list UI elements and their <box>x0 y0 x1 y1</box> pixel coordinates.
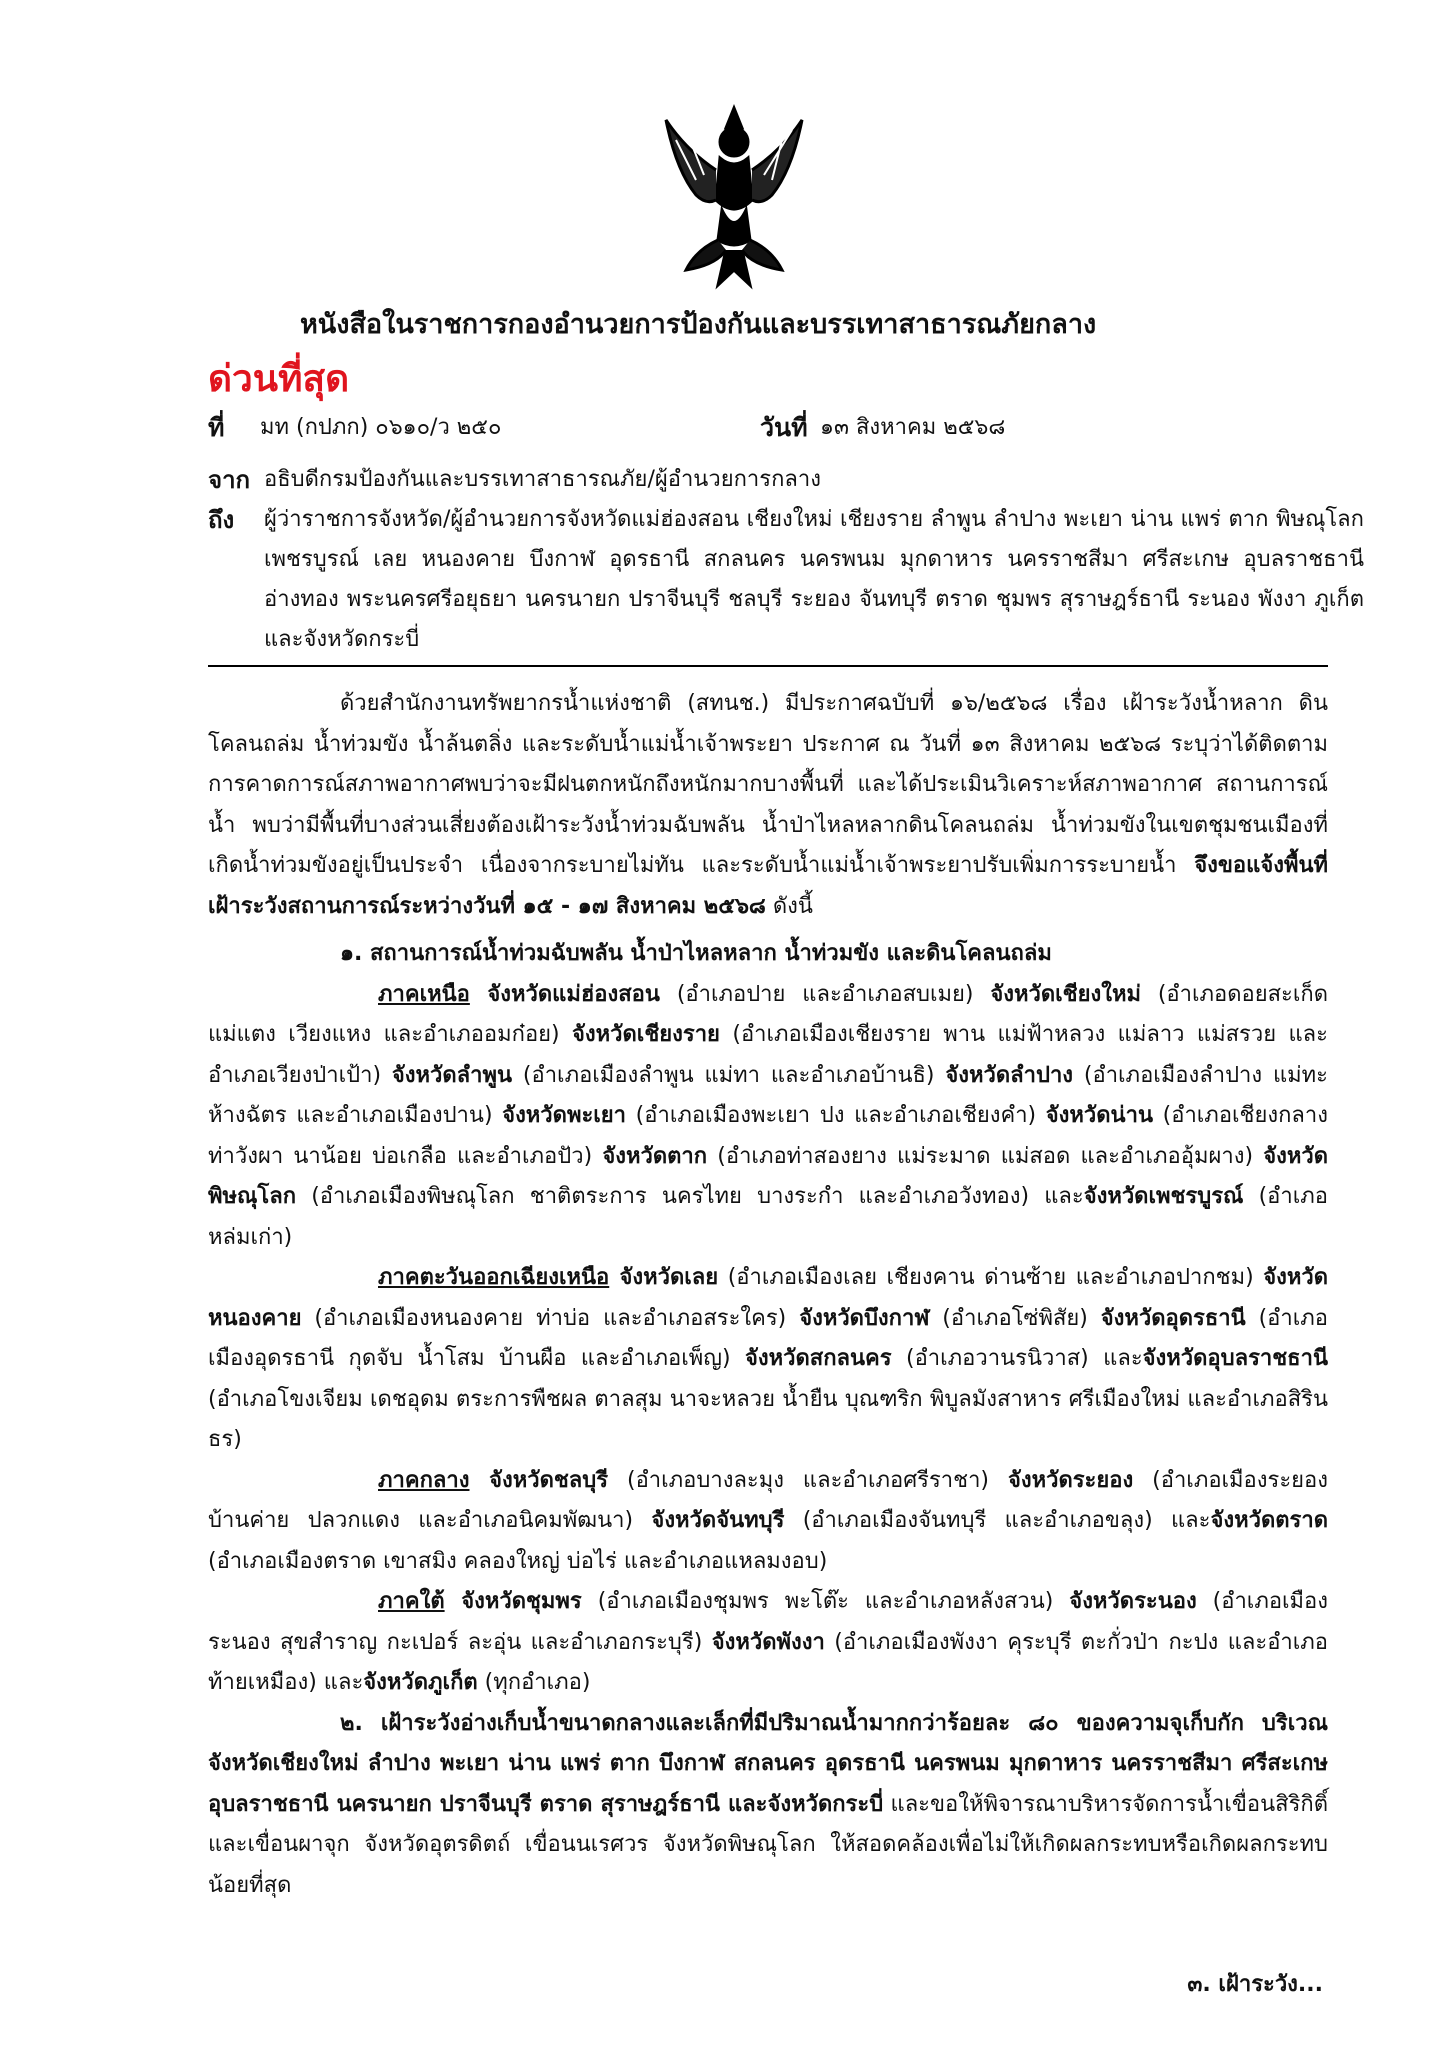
to-value: ผู้ว่าราชการจังหวัด/ผู้อำนวยการจังหวัดแม่ฮ่องสอน เชียงใหม่ เชียงราย ลำพูน ลำปาง พะเยา น่าน แพร่ ตาก พิษณุโลก เพชรบูรณ์ เลย หนองคาย บึงกาฬ อุดรธานี สกลนคร นครพนม มุกดาหาร นครราชสีมา ศรีสะเกษ อุบลราชธานี อ่างทอง พระนครศรีอยุธยา นครนายก ปราจีนบุรี ชลบุรี ระยอง จันทบุรี ตราด ชุมพร สุราษฎร์ธานี ระนอง พังงา ภูเก็ต และจังหวัดกระบี่ <box>264 507 1364 652</box>
reference-number-label: ที่ <box>208 413 225 442</box>
northeast-region-paragraph: ภาคตะวันออกเฉียงเหนือ จังหวัดเลย (อำเภอเมืองเลย เชียงคาน ด่านซ้าย และอำเภอปากชม) จังหวัดหนองคาย (อำเภอเมืองหนองคาย ท่าบ่อ และอำเภอสระใคร) จังหวัดบึงกาฬ (อำเภอโซ่พิสัย) จังหวัดอุดรธานี (อำเภอเมืองอุดรธานี กุดจับ น้ำโสม บ้านผือ และอำเภอเพ็ญ) จังหวัดสกลนคร (อำเภอวานรนิวาส) และจังหวัดอุบลราชธานี (อำเภอโขงเจียม เดชอุดม ตระการพืชผล ตาลสุม นาจะหลวย น้ำยืน บุณฑริก พิบูลมังสาหาร ศรีเมืองใหม่ และอำเภอสิรินธร) <box>208 1265 1328 1452</box>
section-2-paragraph <box>208 1704 1328 1907</box>
from-value: อธิบดีกรมป้องกันและบรรเทาสาธารณภัย/ผู้อำนวยการกลาง <box>264 467 821 492</box>
section-2-text: และขอให้พิจารณาบริหารจัดการน้ำเขื่อนสิริกิติ์ และเขื่อนผาจุก จังหวัดอุตรดิตถ์ เขื่อนนเรศวร จังหวัดพิษณุโลก ให้สอดคล้องเพื่อไม่ให้เกิดผลกระทบหรือเกิดผลกระทบน้อยที่สุด <box>208 1791 1328 1898</box>
date-label: วันที่ <box>760 413 808 442</box>
intro-tail: ดังนี้ <box>765 893 813 919</box>
northeast-region-label: ภาคตะวันออกเฉียงเหนือ <box>378 1265 610 1290</box>
south-region-paragraph: ภาคใต้ จังหวัดชุมพร (อำเภอเมืองชุมพร พะโต๊ะ และอำเภอหลังสวน) จังหวัดระนอง (อำเภอเมืองระนอง สุขสำราญ กะเปอร์ ละอุ่น และอำเภอกระบุรี) จังหวัดพังงา (อำเภอเมืองพังงา คุระบุรี ตะกั่วป่า กะปง และอำเภอท้ายเหมือง) และจังหวัดภูเก็ต (ทุกอำเภอ) <box>208 1589 1329 1695</box>
section-1 <box>208 934 1328 1906</box>
date-value: ๑๓ สิงหาคม ๒๕๖๘ <box>820 415 1006 440</box>
north-region-paragraph: ภาคเหนือ จังหวัดแม่ฮ่องสอน (อำเภอปาย และอำเภอสบเมย) จังหวัดเชียงใหม่ (อำเภอดอยสะเก็ด แม่แตง เวียงแหง และอำเภออมก๋อย) จังหวัดเชียงราย (อำเภอเมืองเชียงราย พาน แม่ฟ้าหลวง แม่ลาว แม่สรวย และอำเภอเวียงป่าเป้า) จังหวัดลำพูน (อำเภอเมืองลำพูน แม่ทา และอำเภอบ้านธิ) จังหวัดลำปาง (อำเภอเมืองลำปาง แม่ทะ ห้างฉัตร และอำเภอเมืองปาน) จังหวัดพะเยา (อำเภอเมืองพะเยา ปง และอำเภอเชียงคำ) จังหวัดน่าน (อำเภอเชียงกลาง ท่าวังผา นาน้อย บ่อเกลือ และอำเภอปัว) จังหวัดตาก (อำเภอท่าสองยาง แม่ระมาด แม่สอด และอำเภออุ้มผาง) จังหวัดพิษณุโลก (อำเภอเมืองพิษณุโลก ชาติตระการ นครไทย บางระกำ และอำเภอวังทอง) และจังหวัดเพชรบูรณ์ (อำเภอหล่มเก่า) <box>208 981 1329 1250</box>
from-label: จาก <box>208 466 251 494</box>
central-region-paragraph: ภาคกลาง จังหวัดชลบุรี (อำเภอบางละมุง และอำเภอศรีราชา) จังหวัดระยอง (อำเภอเมืองระยอง บ้านค่าย ปลวกแดง และอำเภอนิคมพัฒนา) จังหวัดจันทบุรี (อำเภอเมืองจันทบุรี และอำเภอขลุง) และจังหวัดตราด (อำเภอเมืองตราด เขาสมิง คลองใหญ่ บ่อไร่ และอำเภอแหลมงอบ) <box>208 1467 1329 1574</box>
to-label: ถึง <box>208 506 235 534</box>
continuation-marker: ๓. เฝ้าระวัง... <box>1187 1972 1323 1997</box>
south-region-label: ภาคใต้ <box>378 1589 445 1614</box>
intro-bold-text: จึงขอแจ้งพื้นที่เฝ้าระวังสถานการณ์ระหว่างวันที่ ๑๕ - ๑๗ สิงหาคม ๒๕๖๘ <box>208 853 1328 919</box>
section-2-bold-text: ๒. เฝ้าระวังอ่างเก็บน้ำขนาดกลางและเล็กที่มีปริมาณน้ำมากกว่าร้อยละ ๘๐ ของความจุเก็บกัก บริเวณ จังหวัดเชียงใหม่ ลำปาง พะเยา น่าน แพร่ ตาก บึงกาฬ สกลนคร อุดรธานี นครพนม มุกดาหาร นครราชสีมา ศรีสะเกษ อุบลราชธานี นครนายก ปราจีนบุรี ตราด สุราษฎร์ธานี และจังหวัดกระบี่ <box>208 1710 1328 1817</box>
intro-paragraph <box>208 684 1328 927</box>
reference-number: มท (กปภก) ๐๖๑๐/ว ๒๕๐ <box>260 415 502 440</box>
garuda-emblem-icon <box>656 100 812 290</box>
urgency-stamp: ด่วนที่สุด <box>208 357 350 400</box>
section-1-heading: ๑. สถานการณ์น้ำท่วมฉับพลัน น้ำป่าไหลหลาก น้ำท่วมขัง และดินโคลนถล่ม <box>340 941 1052 966</box>
north-region-label: ภาคเหนือ <box>378 981 470 1007</box>
document-title: หนังสือในราชการกองอำนวยการป้องกันและบรรเทาสาธารณภัยกลาง <box>300 309 1097 340</box>
central-region-label: ภาคกลาง <box>378 1467 470 1493</box>
header-divider <box>208 665 1328 667</box>
intro-text: ด้วยสำนักงานทรัพยากรน้ำแห่งชาติ (สทนช.) มีประกาศฉบับที่ ๑๖/๒๕๖๘ เรื่อง เฝ้าระวังน้ำหลาก ดินโคลนถล่ม น้ำท่วมขัง น้ำล้นตลิ่ง และระดับน้ำแม่น้ำเจ้าพระยา ประกาศ ณ วันที่ ๑๓ สิงหาคม ๒๕๖๘ ระบุว่าได้ติดตามการคาดการณ์สภาพอากาศพบว่าจะมีฝนตกหนักถึงหนักมากบางพื้นที่ และได้ประเมินวิเคราะห์สภาพอากาศ สถานการณ์น้ำ พบว่ามีพื้นที่บางส่วนเสี่ยงต้องเฝ้าระวังน้ำท่วมฉับพลัน น้ำป่าไหลหลากดินโคลนถล่ม น้ำท่วมขังในเขตชุมชนเมืองที่เกิดน้ำท่วมขังอยู่เป็นประจำ เนื่องจากระบายไม่ทัน และระดับน้ำแม่น้ำเจ้าพระยาปรับเพิ่มการระบายน้ำ <box>208 691 1328 878</box>
